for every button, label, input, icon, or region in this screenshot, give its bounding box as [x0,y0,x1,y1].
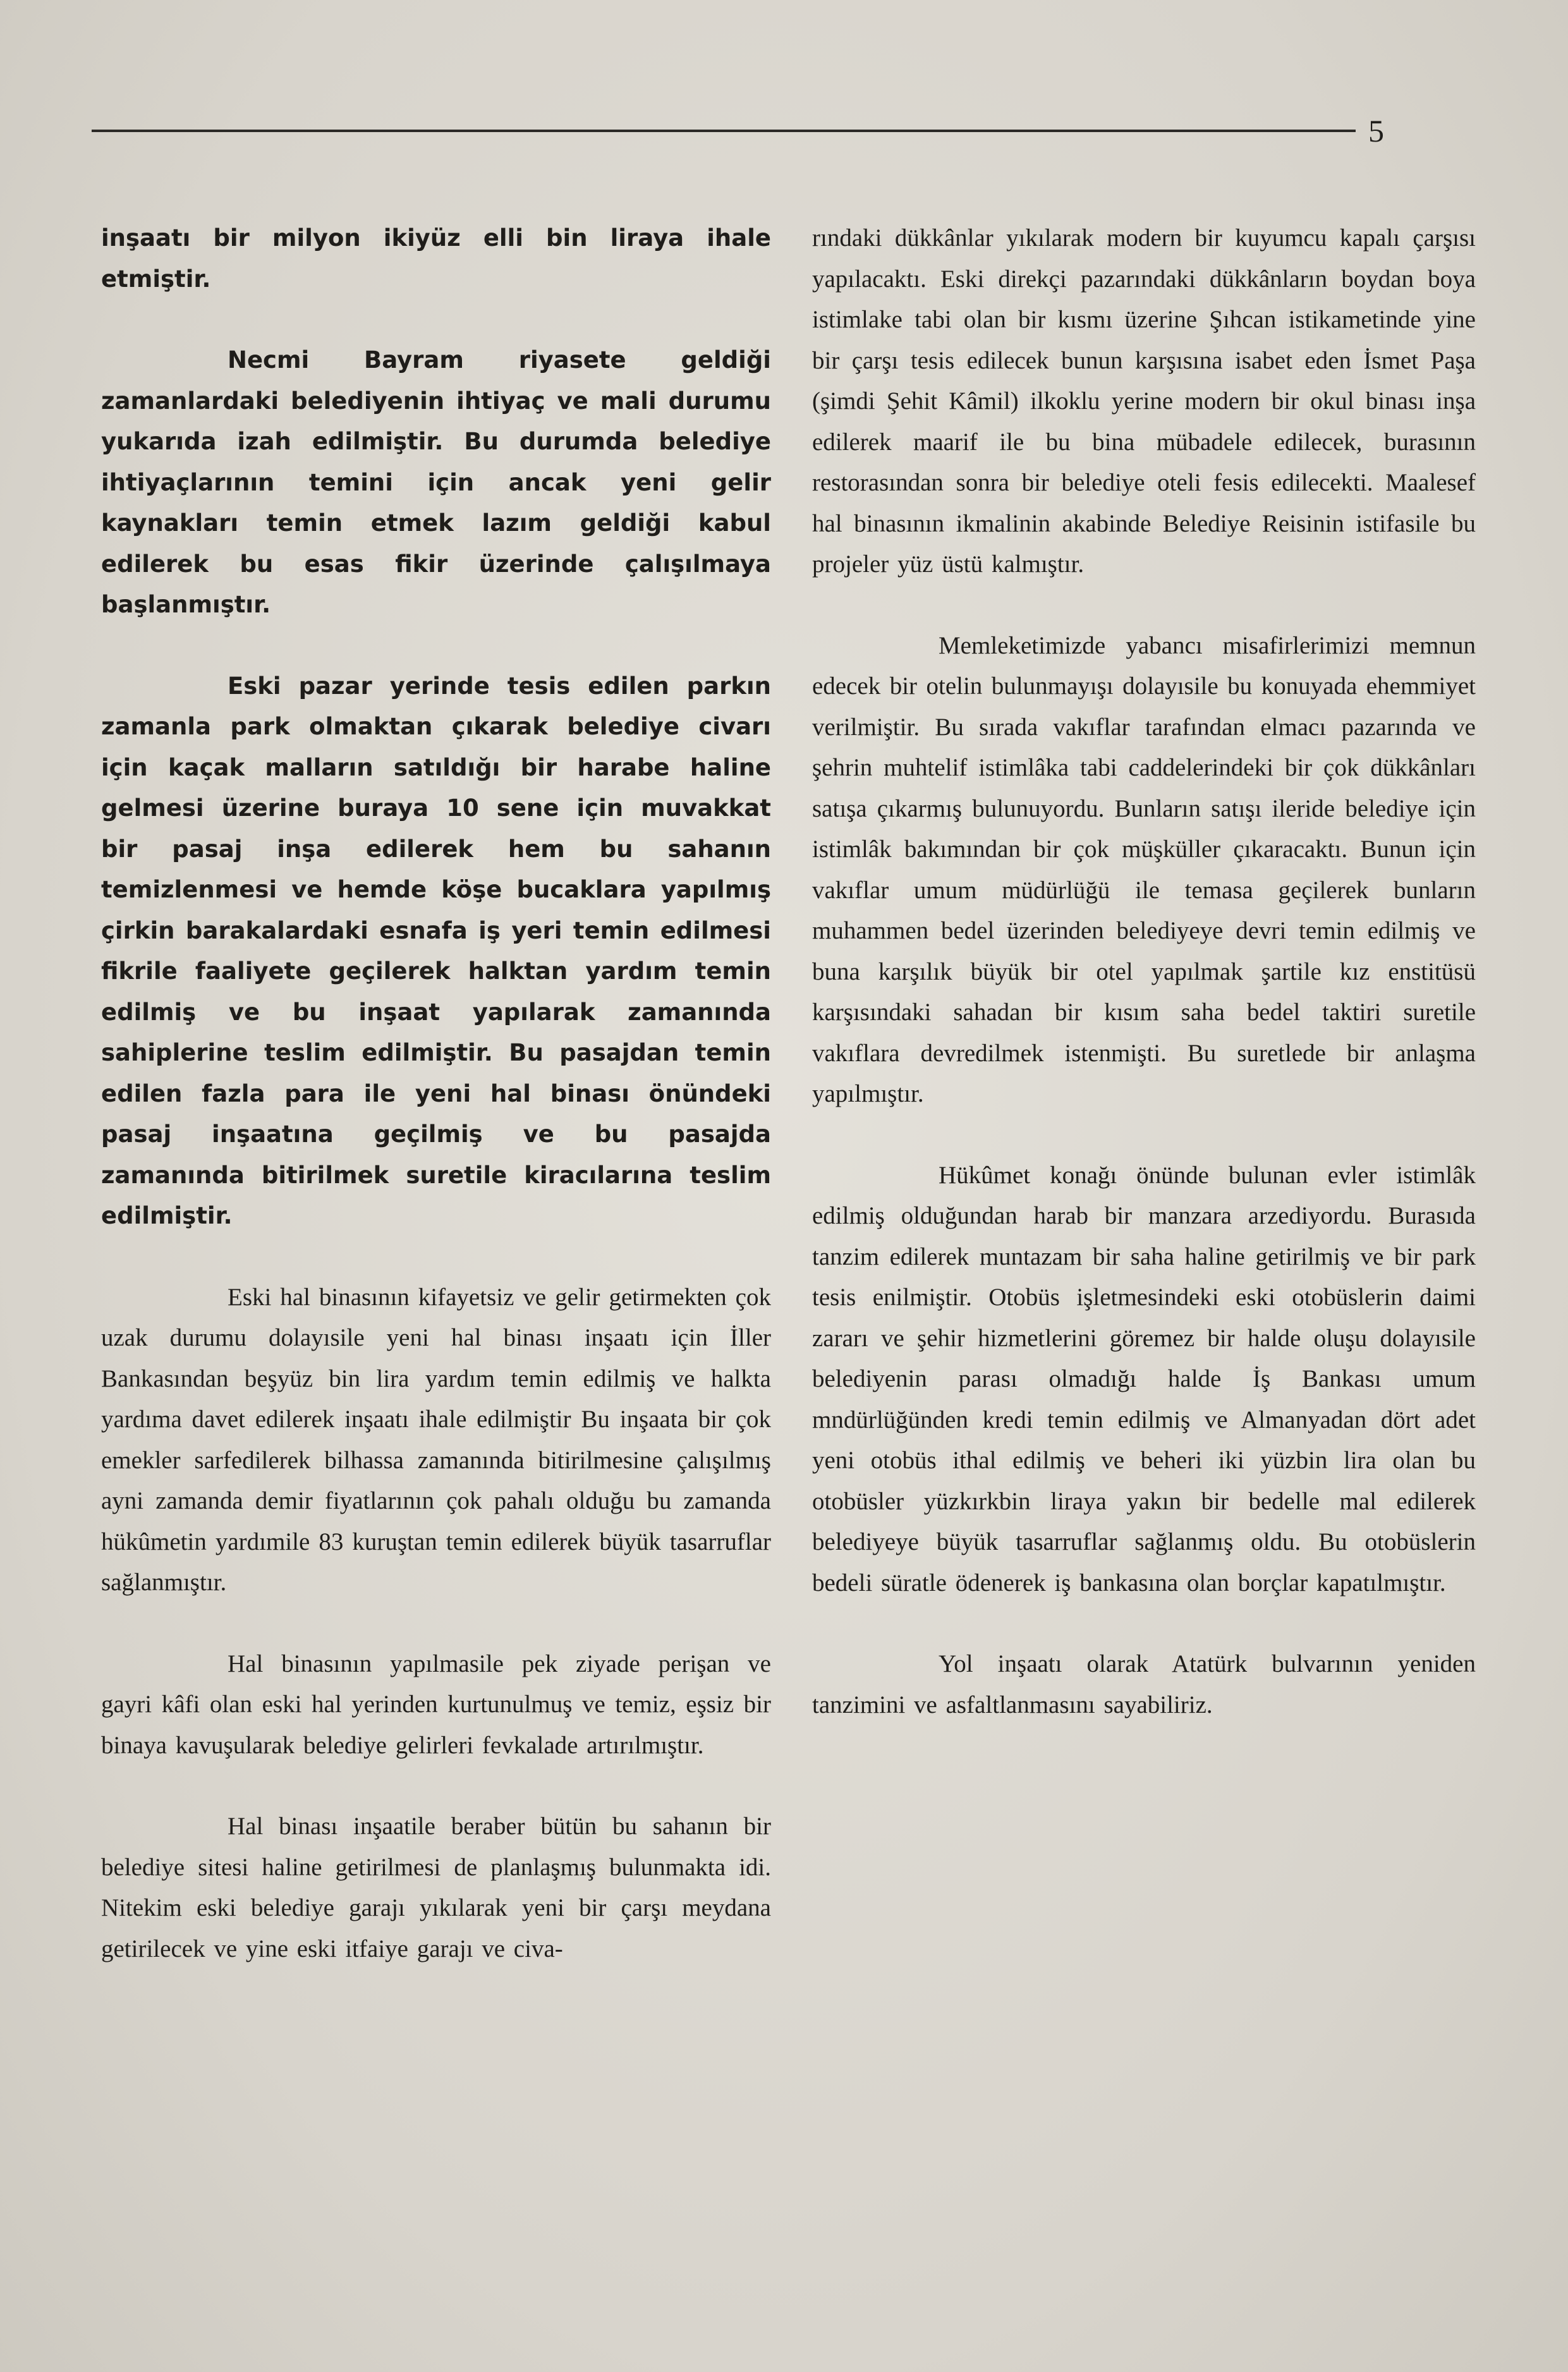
paragraph: Hükûmet konağı önünde bulunan evler istimlâk edilmiş olduğundan harab bir manzara arzediyordu. Burasıda tanzim edilerek muntazam bir saha haline getirilmiş ve bir park tesis enilmiştir. Otobüs işletmesindeki eski otobüslerin daimi zararı ve şehir hizmetlerini göremez bir halde oluşu dolayısile belediyenin parası olmadığı halde İş Bankası umum mndürlüğünden kredi temin edilmiş ve Almanyadan dört adet yeni otobüs ithal edilmiş ve beheri iki yüzbin lira olan bu otobüsler yüzkırkbin liraya yakın bir bedelle mal edilerek belediyeye büyük tasarruflar sağlanmış oldu. Bu otobüslerin bedeli süratle ödenerek iş bankasına olan borçlar kapatılmıştır. [812,1161,1476,1597]
page-number: 5 [1368,113,1384,149]
paragraph: Hal binasının yapılmasile pek ziyade perişan ve gayri kâfi olan eski hal yerinden kurtunulmuş ve temiz, eşsiz bir binaya kavuşularak belediye gelirleri fevkalade artırılmıştır. [101,1650,771,1759]
left-column [101,218,771,2010]
paragraph: inşaatı bir milyon ikiyüz elli bin liraya ihale etmiştir. [101,224,771,293]
right-column [812,218,1476,1766]
header-rule [92,130,1356,132]
paragraph: Necmi Bayram riyasete geldiği zamanlardaki belediyenin ihtiyaç ve mali durumu yukarıda izah edilmiştir. Bu durumda belediye ihtiyaçlarının temini için ancak yeni gelir kaynakları temin etmek lazım geldiği kabul edilerek bu esas fikir üzerinde çalışılmaya başlanmıştır. [101,346,771,618]
paragraph: Eski hal binasının kifayetsiz ve gelir getirmekten çok uzak durumu dolayısile yeni hal binası inşaatı için İller Bankasından beşyüz bin lira yardım temin edilmiş ve halkta yardıma davet edilerek inşaatı ihale edilmiştir Bu inşaata bir çok emekler sarfedilerek bilhassa zamanında bitirilmesine çalışılmış ayni zamanda demir fiyatlarının çok pahalı olduğu bu zamanda hükûmetin yardımile 83 kuruştan temin edilerek büyük tasarruflar sağlanmıştır. [101,1283,771,1596]
paragraph: Yol inşaatı olarak Atatürk bulvarının yeniden tanzimini ve asfaltlanmasını sayabiliriz. [812,1650,1476,1718]
paragraph: Hal binası inşaatile beraber bütün bu sahanın bir belediye sitesi haline getirilmesi de planlaşmış bulunmakta idi. Nitekim eski belediye garajı yıkılarak yeni bir çarşı meydana getirilecek ve yine eski itfaiye garajı ve civa- [101,1813,771,1962]
paragraph: rındaki dükkânlar yıkılarak modern bir kuyumcu kapalı çarşısı yapılacaktı. Eski direkçi pazarındaki dükkânların boydan boya istimlake tabi olan bir kısmı üzerine Şıhcan istikametinde yine bir çarşı tesis edilecek bunun karşısına isabet eden İsmet Paşa (şimdi Şehit Kâmil) ilkoklu yerine modern bir okul binası inşa edilerek maarif ile bu bina mübadele edilecek, burasının restorasından sonra bir belediye oteli fesis edilecekti. Maalesef hal binasının ikmalinin akabinde Belediye Reisinin istifasile bu projeler yüz üstü kalmıştır. [812,224,1476,578]
paragraph: Memleketimizde yabancı misafirlerimizi memnun edecek bir otelin bulunmayışı dolayısile bu konuyada ehemmiyet verilmiştir. Bu sırada vakıflar tarafından elmacı pazarında ve şehrin muhtelif istimlâka tabi caddelerindeki bir çok dükkânları satışa çıkarmış bulunuyordu. Bunların satışı ileride belediye için istimlâk bakımından bir çok müşküller çıkaracaktı. Bunun için vakıflar umum müdürlüğü ile temasa geçilerek bunların muhammen bedel üzerinden belediyeye devri temin edilmiş ve buna karşılık büyük bir otel yapılmak şartile kız enstitüsü karşısındaki sahadan bir kısım saha bedel taktiri suretile vakıflara devredilmek istenmişti. Bu suretlede bir anlaşma yapılmıştır. [812,631,1476,1107]
paragraph: Eski pazar yerinde tesis edilen parkın zamanla park olmaktan çıkarak belediye civarı için kaçak malların satıldığı bir harabe haline gelmesi üzerine buraya 10 sene için muvakkat bir pasaj inşa edilerek hem bu sahanın temizlenmesi ve hemde köşe bucaklara yapılmış çirkin barakalardaki esnafa iş yeri temin edilmesi fikrile faaliyete geçilerek halktan yardım temin edilmiş ve bu inşaat yapılarak zamanında sahiplerine teslim edilmiştir. Bu pasajdan temin edilen fazla para ile yeni hal binası önündeki pasaj inşaatına geçilmiş ve bu pasajda zamanında bitirilmek suretile kiracılarına teslim edilmiştir. [101,672,771,1229]
